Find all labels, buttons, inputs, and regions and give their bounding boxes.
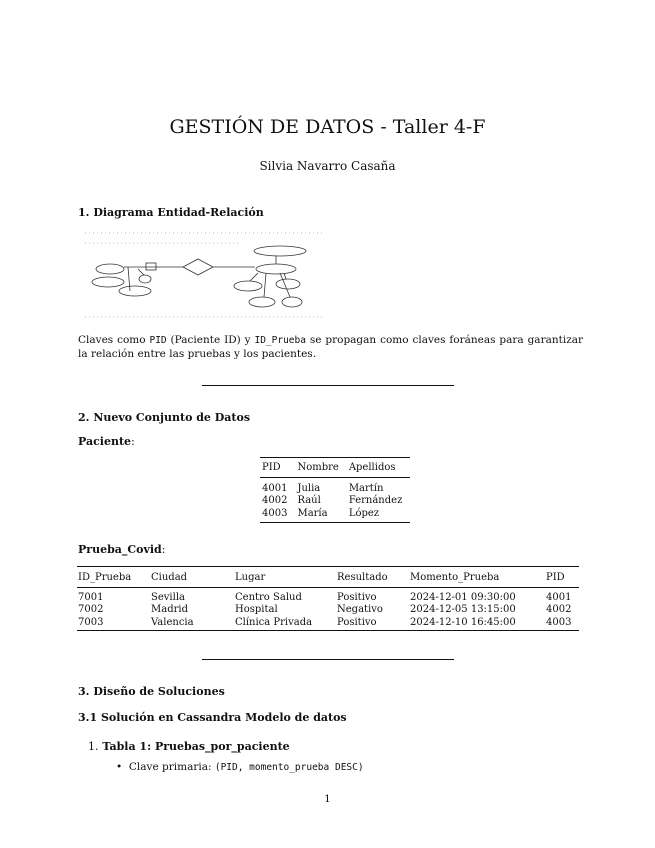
table-cell: Valencia (151, 616, 194, 628)
table-cell: 4001 (262, 482, 288, 494)
table-cell: 2024-12-01 09:30:00 (410, 591, 516, 603)
column-header: Ciudad (151, 571, 188, 583)
table-header-row (260, 458, 410, 478)
table-cell: Madrid (151, 604, 188, 616)
section-3-1-heading: 3.1 Solución en Cassandra Modelo de datos (78, 711, 347, 724)
bullet-icon: • (116, 761, 123, 773)
code-id-prueba: ID_Prueba (254, 335, 306, 346)
table-row (260, 495, 410, 508)
column-header: PID (262, 462, 281, 473)
prueba-covid-label (78, 543, 165, 556)
code-pid: PID (149, 335, 167, 346)
table-cell: 7001 (78, 591, 104, 603)
colon: : (131, 435, 135, 448)
paciente-label (78, 435, 135, 448)
table-cell: 4003 (262, 507, 288, 519)
table-cell: Martín (348, 482, 384, 494)
section-3-heading: 3. Diseño de Soluciones (78, 685, 225, 698)
table-row (260, 478, 410, 495)
table-cell: Centro Salud (235, 591, 302, 603)
column-header: Resultado (337, 571, 388, 583)
prueba-label-text: Prueba_Covid (78, 543, 162, 556)
table-row (77, 588, 579, 604)
section-1-heading: 1. Diagrama Entidad-Relación (78, 206, 264, 219)
table-row (77, 616, 579, 630)
para-text: se propagan como claves foráneas para garantizar la relación entre las pruebas y los pacientes. (78, 334, 583, 360)
table-cell: 2024-12-10 16:45:00 (410, 616, 516, 628)
para-text: Claves como (78, 334, 150, 346)
column-header: Apellidos (348, 462, 396, 473)
list-item-label: Tabla 1: Pruebas_por_paciente (102, 740, 290, 753)
table-cell: 7003 (78, 616, 104, 628)
primary-key-code: (PID, momento_prueba DESC) (214, 762, 364, 773)
table-cell: 4002 (262, 495, 288, 507)
section-1-paragraph (78, 334, 583, 361)
table-cell: López (348, 507, 380, 519)
list-item-tabla-1 (88, 740, 290, 753)
table-cell: Fernández (348, 495, 403, 507)
document-author: Silvia Navarro Casaña (259, 159, 396, 173)
table-cell: Sevilla (151, 591, 185, 603)
column-header: Nombre (297, 462, 339, 473)
column-header: ID_Prueba (78, 571, 132, 583)
table-cell: María (297, 507, 328, 519)
table-row (77, 604, 579, 617)
table-cell: Positivo (337, 616, 377, 628)
table-cell: 7002 (78, 604, 104, 616)
horizontal-rule (202, 385, 454, 386)
table-cell: 4003 (546, 616, 572, 628)
paciente-table (260, 457, 410, 523)
section-2-heading: 2. Nuevo Conjunto de Datos (78, 411, 251, 424)
table-cell: 4001 (546, 591, 572, 603)
paciente-label-text: Paciente (78, 435, 132, 448)
table-cell: Negativo (337, 604, 383, 616)
table-cell: Positivo (337, 591, 377, 603)
column-header: Momento_Prueba (410, 571, 500, 583)
table-cell: 2024-12-05 13:15:00 (410, 604, 516, 616)
table-cell: Hospital (235, 604, 278, 616)
column-header: PID (546, 571, 565, 583)
para-text: (Paciente ID) y (166, 334, 255, 346)
table-row (260, 507, 410, 522)
list-number: 1. (88, 740, 99, 753)
document-title: GESTIÓN DE DATOS - Taller 4-F (169, 116, 486, 138)
horizontal-rule (202, 659, 454, 660)
sub-list-item (116, 761, 364, 773)
sub-item-text: Clave primaria: (128, 761, 215, 773)
table-header-row (77, 567, 579, 588)
table-cell: Clínica Privada (235, 616, 313, 628)
table-cell: Julia (297, 482, 321, 494)
colon: : (161, 543, 166, 556)
table-cell: Raúl (297, 495, 321, 507)
column-header: Lugar (235, 571, 266, 583)
prueba-covid-table (77, 566, 579, 631)
table-cell: 4002 (546, 604, 572, 616)
page-number: 1 (324, 793, 331, 805)
er-diagram-image (80, 229, 330, 321)
